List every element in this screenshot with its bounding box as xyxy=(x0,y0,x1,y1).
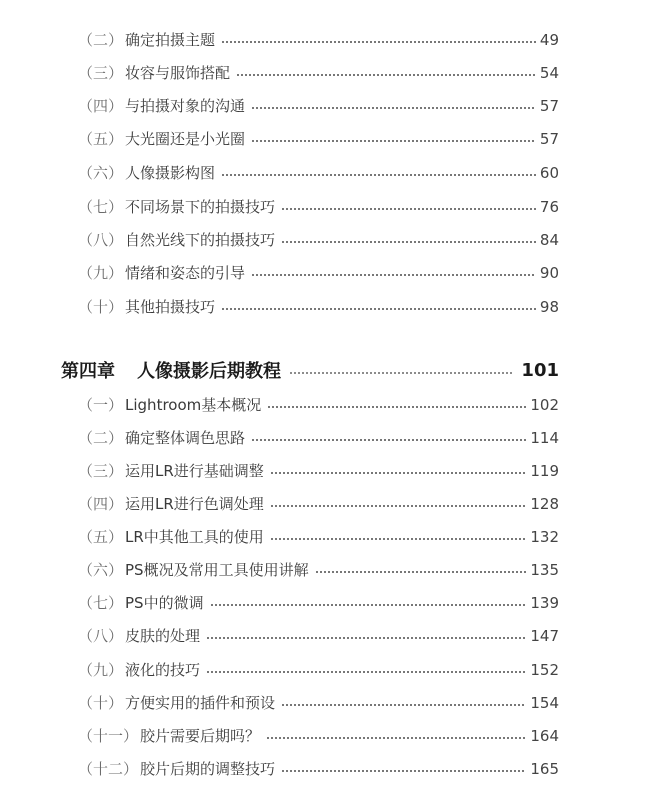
dot-leader xyxy=(251,107,536,109)
toc-entry[interactable] xyxy=(78,29,559,51)
toc-entry[interactable] xyxy=(78,692,559,714)
entry-page: 102 xyxy=(530,396,559,414)
entry-number: （十二） xyxy=(78,760,139,778)
entry-number: （四） xyxy=(78,97,124,115)
dot-leader xyxy=(221,41,536,43)
entry-page: 49 xyxy=(539,31,559,49)
dot-leader xyxy=(281,208,536,210)
entry-page: 57 xyxy=(539,97,559,115)
entry-page: 132 xyxy=(530,528,559,546)
entry-page: 84 xyxy=(539,231,559,249)
chapter-heading[interactable] xyxy=(61,357,559,383)
entry-title: 不同场景下的拍摄技巧 xyxy=(125,198,276,216)
entry-title: 运用LR进行基础调整 xyxy=(125,462,264,480)
entry-page: 90 xyxy=(539,264,559,282)
entry-page: 76 xyxy=(539,198,559,216)
entry-page: 152 xyxy=(530,661,559,679)
dot-leader xyxy=(251,274,536,276)
entry-title: 皮肤的处理 xyxy=(125,627,201,645)
entry-number: （三） xyxy=(78,462,124,480)
entry-title: 胶片需要后期吗？ xyxy=(140,727,261,745)
entry-page: 114 xyxy=(530,429,559,447)
toc-entry[interactable] xyxy=(78,394,559,416)
entry-title: 运用LR进行色调处理 xyxy=(125,495,264,513)
entry-title: Lightroom基本概况 xyxy=(125,396,262,414)
dot-leader xyxy=(315,571,527,573)
entry-title: PS概况及常用工具使用讲解 xyxy=(125,561,309,579)
entry-page: 57 xyxy=(539,130,559,148)
dot-leader xyxy=(281,704,526,706)
entry-title: 方便实用的插件和预设 xyxy=(125,694,276,712)
entry-page: 60 xyxy=(539,164,559,182)
entry-title: 其他拍摄技巧 xyxy=(125,298,216,316)
toc-entry[interactable] xyxy=(78,162,559,184)
entry-page: 164 xyxy=(530,727,559,745)
dot-leader xyxy=(270,505,527,507)
entry-page: 135 xyxy=(530,561,559,579)
entry-title: 自然光线下的拍摄技巧 xyxy=(125,231,276,249)
dot-leader xyxy=(267,406,526,408)
entry-number: （八） xyxy=(78,231,124,249)
entry-page: 154 xyxy=(530,694,559,712)
entry-page: 139 xyxy=(530,594,559,612)
toc-entry[interactable] xyxy=(78,659,559,681)
dot-leader xyxy=(206,637,526,639)
entry-number: （十一） xyxy=(78,727,139,745)
chapter-title: 人像摄影后期教程 xyxy=(137,361,281,382)
entry-page: 147 xyxy=(530,627,559,645)
dot-leader xyxy=(281,770,526,772)
toc-entry[interactable] xyxy=(78,262,559,284)
entry-number: （八） xyxy=(78,627,124,645)
toc-entry[interactable] xyxy=(78,725,559,747)
dot-leader xyxy=(221,174,536,176)
entry-number: （六） xyxy=(78,561,124,579)
entry-title: 确定整体调色思路 xyxy=(125,429,246,447)
entry-number: （九） xyxy=(78,264,124,282)
entry-number: （九） xyxy=(78,661,124,679)
entry-number: （十） xyxy=(78,694,124,712)
entry-page: 119 xyxy=(530,462,559,480)
entry-number: （六） xyxy=(78,164,124,182)
entry-title: 人像摄影构图 xyxy=(125,164,216,182)
entry-title: 胶片后期的调整技巧 xyxy=(140,760,276,778)
entry-title: 情绪和姿态的引导 xyxy=(125,264,246,282)
entry-number: （七） xyxy=(78,198,124,216)
entry-number: （七） xyxy=(78,594,124,612)
toc-entry[interactable] xyxy=(78,559,559,581)
entry-title: 妆容与服饰搭配 xyxy=(125,64,231,82)
toc-entry[interactable] xyxy=(78,95,559,117)
entry-page: 165 xyxy=(530,760,559,778)
toc-entry[interactable] xyxy=(78,427,559,449)
toc-entry[interactable] xyxy=(78,625,559,647)
entry-page: 54 xyxy=(539,64,559,82)
toc-entry[interactable] xyxy=(78,229,559,251)
dot-leader xyxy=(221,308,536,310)
dot-leader xyxy=(251,140,536,142)
dot-leader xyxy=(210,604,527,606)
entry-number: （十） xyxy=(78,298,124,316)
chapter-page: 101 xyxy=(521,359,559,381)
dot-leader xyxy=(270,472,527,474)
entry-title: LR中其他工具的使用 xyxy=(125,528,264,546)
entry-number: （二） xyxy=(78,31,124,49)
toc-entry[interactable] xyxy=(78,493,559,515)
dot-leader xyxy=(281,241,536,243)
entry-page: 128 xyxy=(530,495,559,513)
entry-number: （五） xyxy=(78,528,124,546)
toc-entry[interactable] xyxy=(78,196,559,218)
entry-title: PS中的微调 xyxy=(125,594,204,612)
toc-entry[interactable] xyxy=(78,526,559,548)
dot-leader xyxy=(270,538,527,540)
entry-title: 大光圈还是小光圈 xyxy=(125,130,246,148)
entry-number: （三） xyxy=(78,64,124,82)
dot-leader xyxy=(236,74,536,76)
toc-entry[interactable] xyxy=(78,460,559,482)
dot-leader xyxy=(251,439,526,441)
toc-entry[interactable] xyxy=(78,62,559,84)
entry-number: （一） xyxy=(78,396,124,414)
chapter-label: 第四章 xyxy=(61,361,115,382)
dot-leader xyxy=(289,372,513,374)
entry-number: （四） xyxy=(78,495,124,513)
toc-entry[interactable] xyxy=(78,128,559,150)
entry-number: （五） xyxy=(78,130,124,148)
entry-title: 与拍摄对象的沟通 xyxy=(125,97,246,115)
entry-number: （二） xyxy=(78,429,124,447)
toc-entry[interactable] xyxy=(78,592,559,614)
dot-leader xyxy=(206,671,526,673)
dot-leader xyxy=(266,737,526,739)
entry-page: 98 xyxy=(539,298,559,316)
toc-entry[interactable] xyxy=(78,296,559,318)
entry-title: 确定拍摄主题 xyxy=(125,31,216,49)
toc-entry[interactable] xyxy=(78,758,559,780)
entry-title: 液化的技巧 xyxy=(125,661,201,679)
